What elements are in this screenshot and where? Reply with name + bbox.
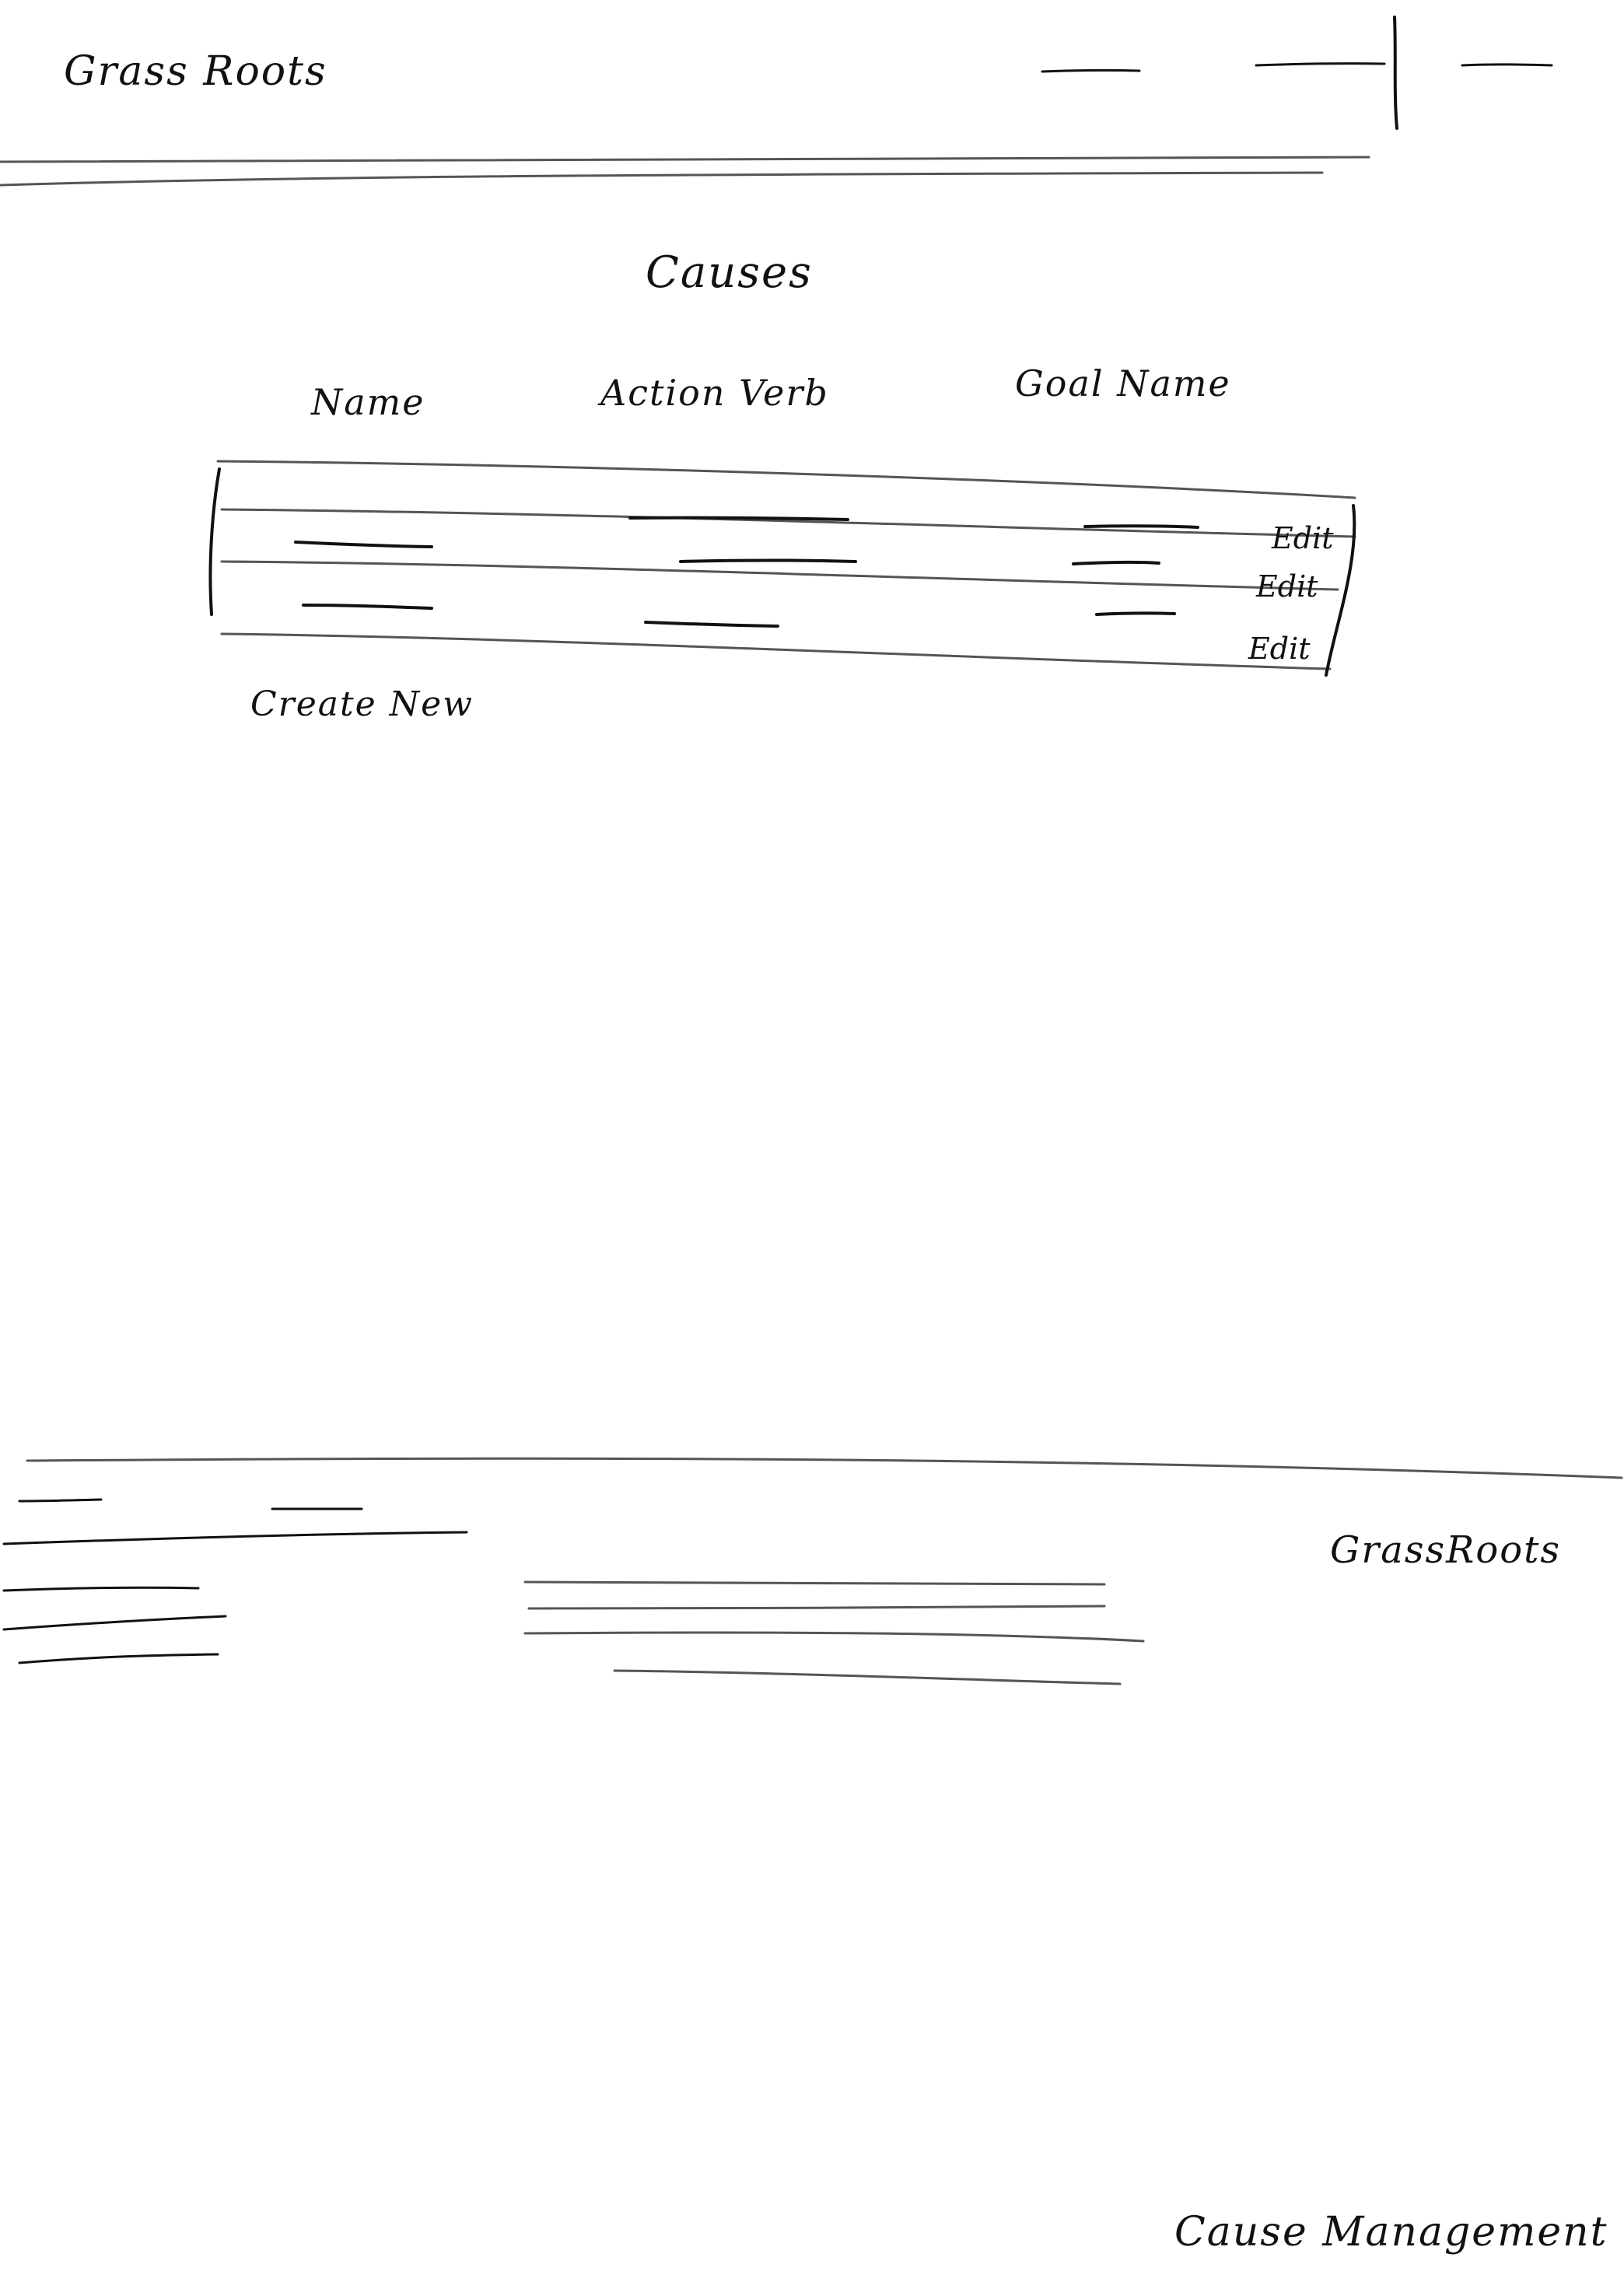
- nav-divider: [1395, 17, 1397, 128]
- row3-action-verb: [646, 622, 778, 626]
- table-bottom-border: [222, 634, 1330, 669]
- footer-stub-1: [19, 1500, 101, 1501]
- row-edit-link[interactable]: Edit: [1272, 521, 1334, 555]
- table-row-divider-1: [222, 562, 1338, 590]
- column-header-action-verb: Action Verb: [600, 372, 829, 414]
- site-logo[interactable]: Grass Roots: [64, 48, 327, 95]
- nav-link-stub-2: [1256, 64, 1384, 65]
- column-header-name: Name: [311, 381, 425, 423]
- footer-line-4: [19, 1654, 218, 1663]
- footer-line-2: [4, 1587, 198, 1591]
- footer-link-3: [525, 1633, 1143, 1641]
- row1-name: [296, 542, 432, 547]
- table-top-border: [218, 461, 1355, 498]
- footer-top-rule: [27, 1458, 1622, 1478]
- header-rule-2: [0, 173, 1322, 185]
- footer-link-1: [525, 1582, 1104, 1584]
- row1-action-verb: [630, 518, 848, 520]
- table-header-divider: [222, 509, 1355, 537]
- nav-link-stub-1: [1042, 70, 1139, 72]
- header-rule-1: [0, 157, 1369, 162]
- table-left-border: [210, 469, 219, 614]
- row2-goal-name: [1073, 562, 1159, 564]
- create-new-link[interactable]: Create New: [250, 684, 474, 724]
- row1-goal-name: [1085, 526, 1198, 527]
- footer-logo: GrassRoots: [1330, 1528, 1562, 1572]
- footer-line-3: [4, 1616, 226, 1629]
- footer-line-1: [4, 1532, 467, 1544]
- row-edit-link[interactable]: Edit: [1256, 569, 1318, 604]
- row2-action-verb: [681, 561, 856, 562]
- row-edit-link[interactable]: Edit: [1248, 632, 1311, 666]
- row2-name: [303, 605, 432, 608]
- row3-goal-name: [1097, 613, 1174, 614]
- page-title: Causes: [646, 247, 813, 298]
- footer-link-4: [614, 1671, 1120, 1684]
- sketch-caption: Cause Management: [1174, 2209, 1608, 2256]
- column-header-goal-name: Goal Name: [1015, 362, 1231, 404]
- footer-link-2: [529, 1606, 1104, 1608]
